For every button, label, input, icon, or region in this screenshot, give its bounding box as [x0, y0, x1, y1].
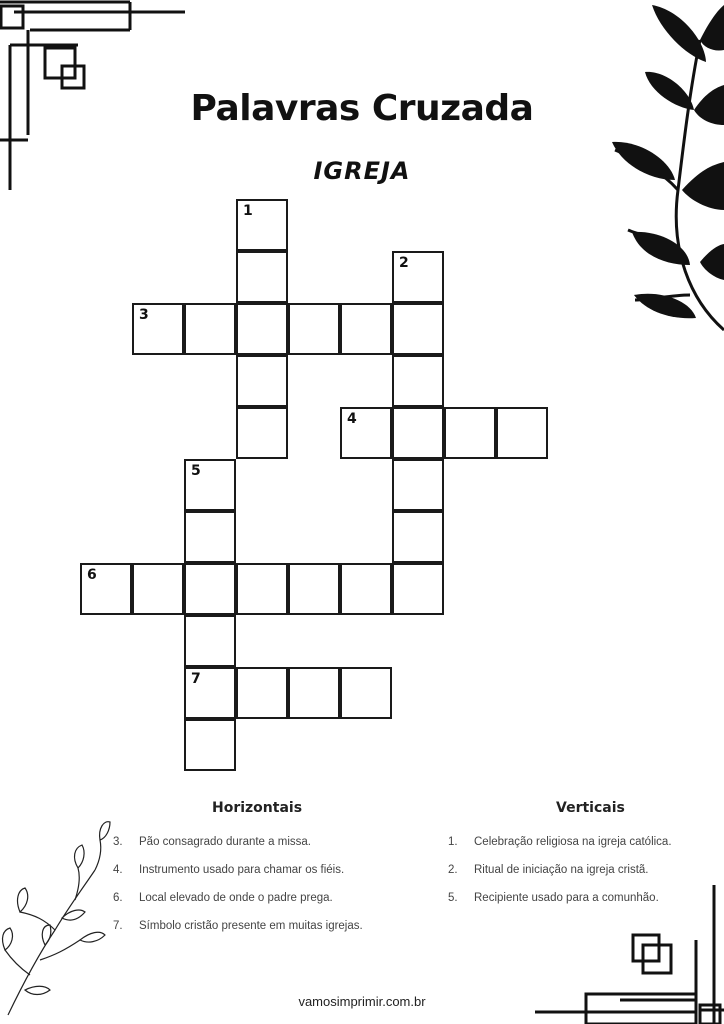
- page-subtitle: IGREJA: [313, 157, 411, 185]
- crossword-cell[interactable]: [392, 355, 444, 407]
- crossword-cell[interactable]: [444, 407, 496, 459]
- crossword-cell[interactable]: [236, 355, 288, 407]
- footer-url: vamosimprimir.com.br: [298, 994, 426, 1009]
- clue-text: Ritual de iniciação na igreja cristã.: [474, 864, 649, 876]
- clue-number-label: 5: [191, 463, 201, 479]
- clue-number: 5.: [448, 892, 458, 904]
- clue-item: [113, 888, 363, 916]
- crossword-cell[interactable]: [236, 199, 288, 251]
- clue-number: 3.: [113, 836, 123, 848]
- clue-text: Recipiente usado para a comunhão.: [474, 892, 659, 904]
- down-heading: Verticais: [556, 800, 625, 816]
- clue-number: 7.: [113, 920, 123, 932]
- crossword-cell[interactable]: [340, 407, 392, 459]
- clue-number-label: 4: [347, 411, 357, 427]
- clue-number-label: 1: [243, 203, 253, 219]
- clue-text: Instrumento usado para chamar os fiéis.: [139, 864, 345, 876]
- crossword-cell[interactable]: [392, 511, 444, 563]
- clue-number-label: 7: [191, 671, 201, 687]
- crossword-cell[interactable]: [340, 303, 392, 355]
- clue-item: [113, 832, 363, 860]
- clue-number-label: 6: [87, 567, 97, 583]
- crossword-cell[interactable]: [288, 303, 340, 355]
- crossword-cell[interactable]: [236, 303, 288, 355]
- crossword-cell[interactable]: [184, 303, 236, 355]
- clue-item: [448, 888, 672, 916]
- crossword-cell[interactable]: [392, 303, 444, 355]
- clue-number: 1.: [448, 836, 458, 848]
- clue-number-label: 2: [399, 255, 409, 271]
- across-clue-list: [113, 832, 363, 944]
- clue-text: Celebração religiosa na igreja católica.: [474, 836, 672, 848]
- down-clue-list: [448, 832, 672, 916]
- crossword-cell[interactable]: [184, 563, 236, 615]
- crossword-cell[interactable]: [392, 563, 444, 615]
- crossword-cell[interactable]: [132, 563, 184, 615]
- crossword-cell[interactable]: [236, 251, 288, 303]
- crossword-cell[interactable]: [392, 251, 444, 303]
- crossword-cell[interactable]: [236, 667, 288, 719]
- clue-item: [113, 916, 363, 944]
- clue-number-label: 3: [139, 307, 149, 323]
- clue-text: Local elevado de onde o padre prega.: [139, 892, 333, 904]
- clue-item: [448, 860, 672, 888]
- crossword-cell[interactable]: [236, 563, 288, 615]
- crossword-cell[interactable]: [184, 615, 236, 667]
- crossword-cell[interactable]: [496, 407, 548, 459]
- clue-number: 2.: [448, 864, 458, 876]
- clue-number: 6.: [113, 892, 123, 904]
- crossword-cell[interactable]: [392, 459, 444, 511]
- crossword-cell[interactable]: [288, 667, 340, 719]
- crossword-cell[interactable]: [184, 719, 236, 771]
- across-heading: Horizontais: [212, 800, 303, 816]
- crossword-cell[interactable]: [184, 511, 236, 563]
- clue-text: Símbolo cristão presente em muitas igrejas.: [139, 920, 363, 932]
- crossword-cell[interactable]: [340, 563, 392, 615]
- crossword-cell[interactable]: [236, 407, 288, 459]
- crossword-cell[interactable]: [392, 407, 444, 459]
- crossword-cell[interactable]: [184, 667, 236, 719]
- crossword-cell[interactable]: [80, 563, 132, 615]
- crossword-cell[interactable]: [340, 667, 392, 719]
- crossword-cell[interactable]: [132, 303, 184, 355]
- page-title: Palavras Cruzada: [190, 88, 534, 129]
- clue-number: 4.: [113, 864, 123, 876]
- crossword-cell[interactable]: [288, 563, 340, 615]
- clue-item: [448, 832, 672, 860]
- clue-item: [113, 860, 363, 888]
- crossword-cell[interactable]: [184, 459, 236, 511]
- clue-text: Pão consagrado durante a missa.: [139, 836, 311, 848]
